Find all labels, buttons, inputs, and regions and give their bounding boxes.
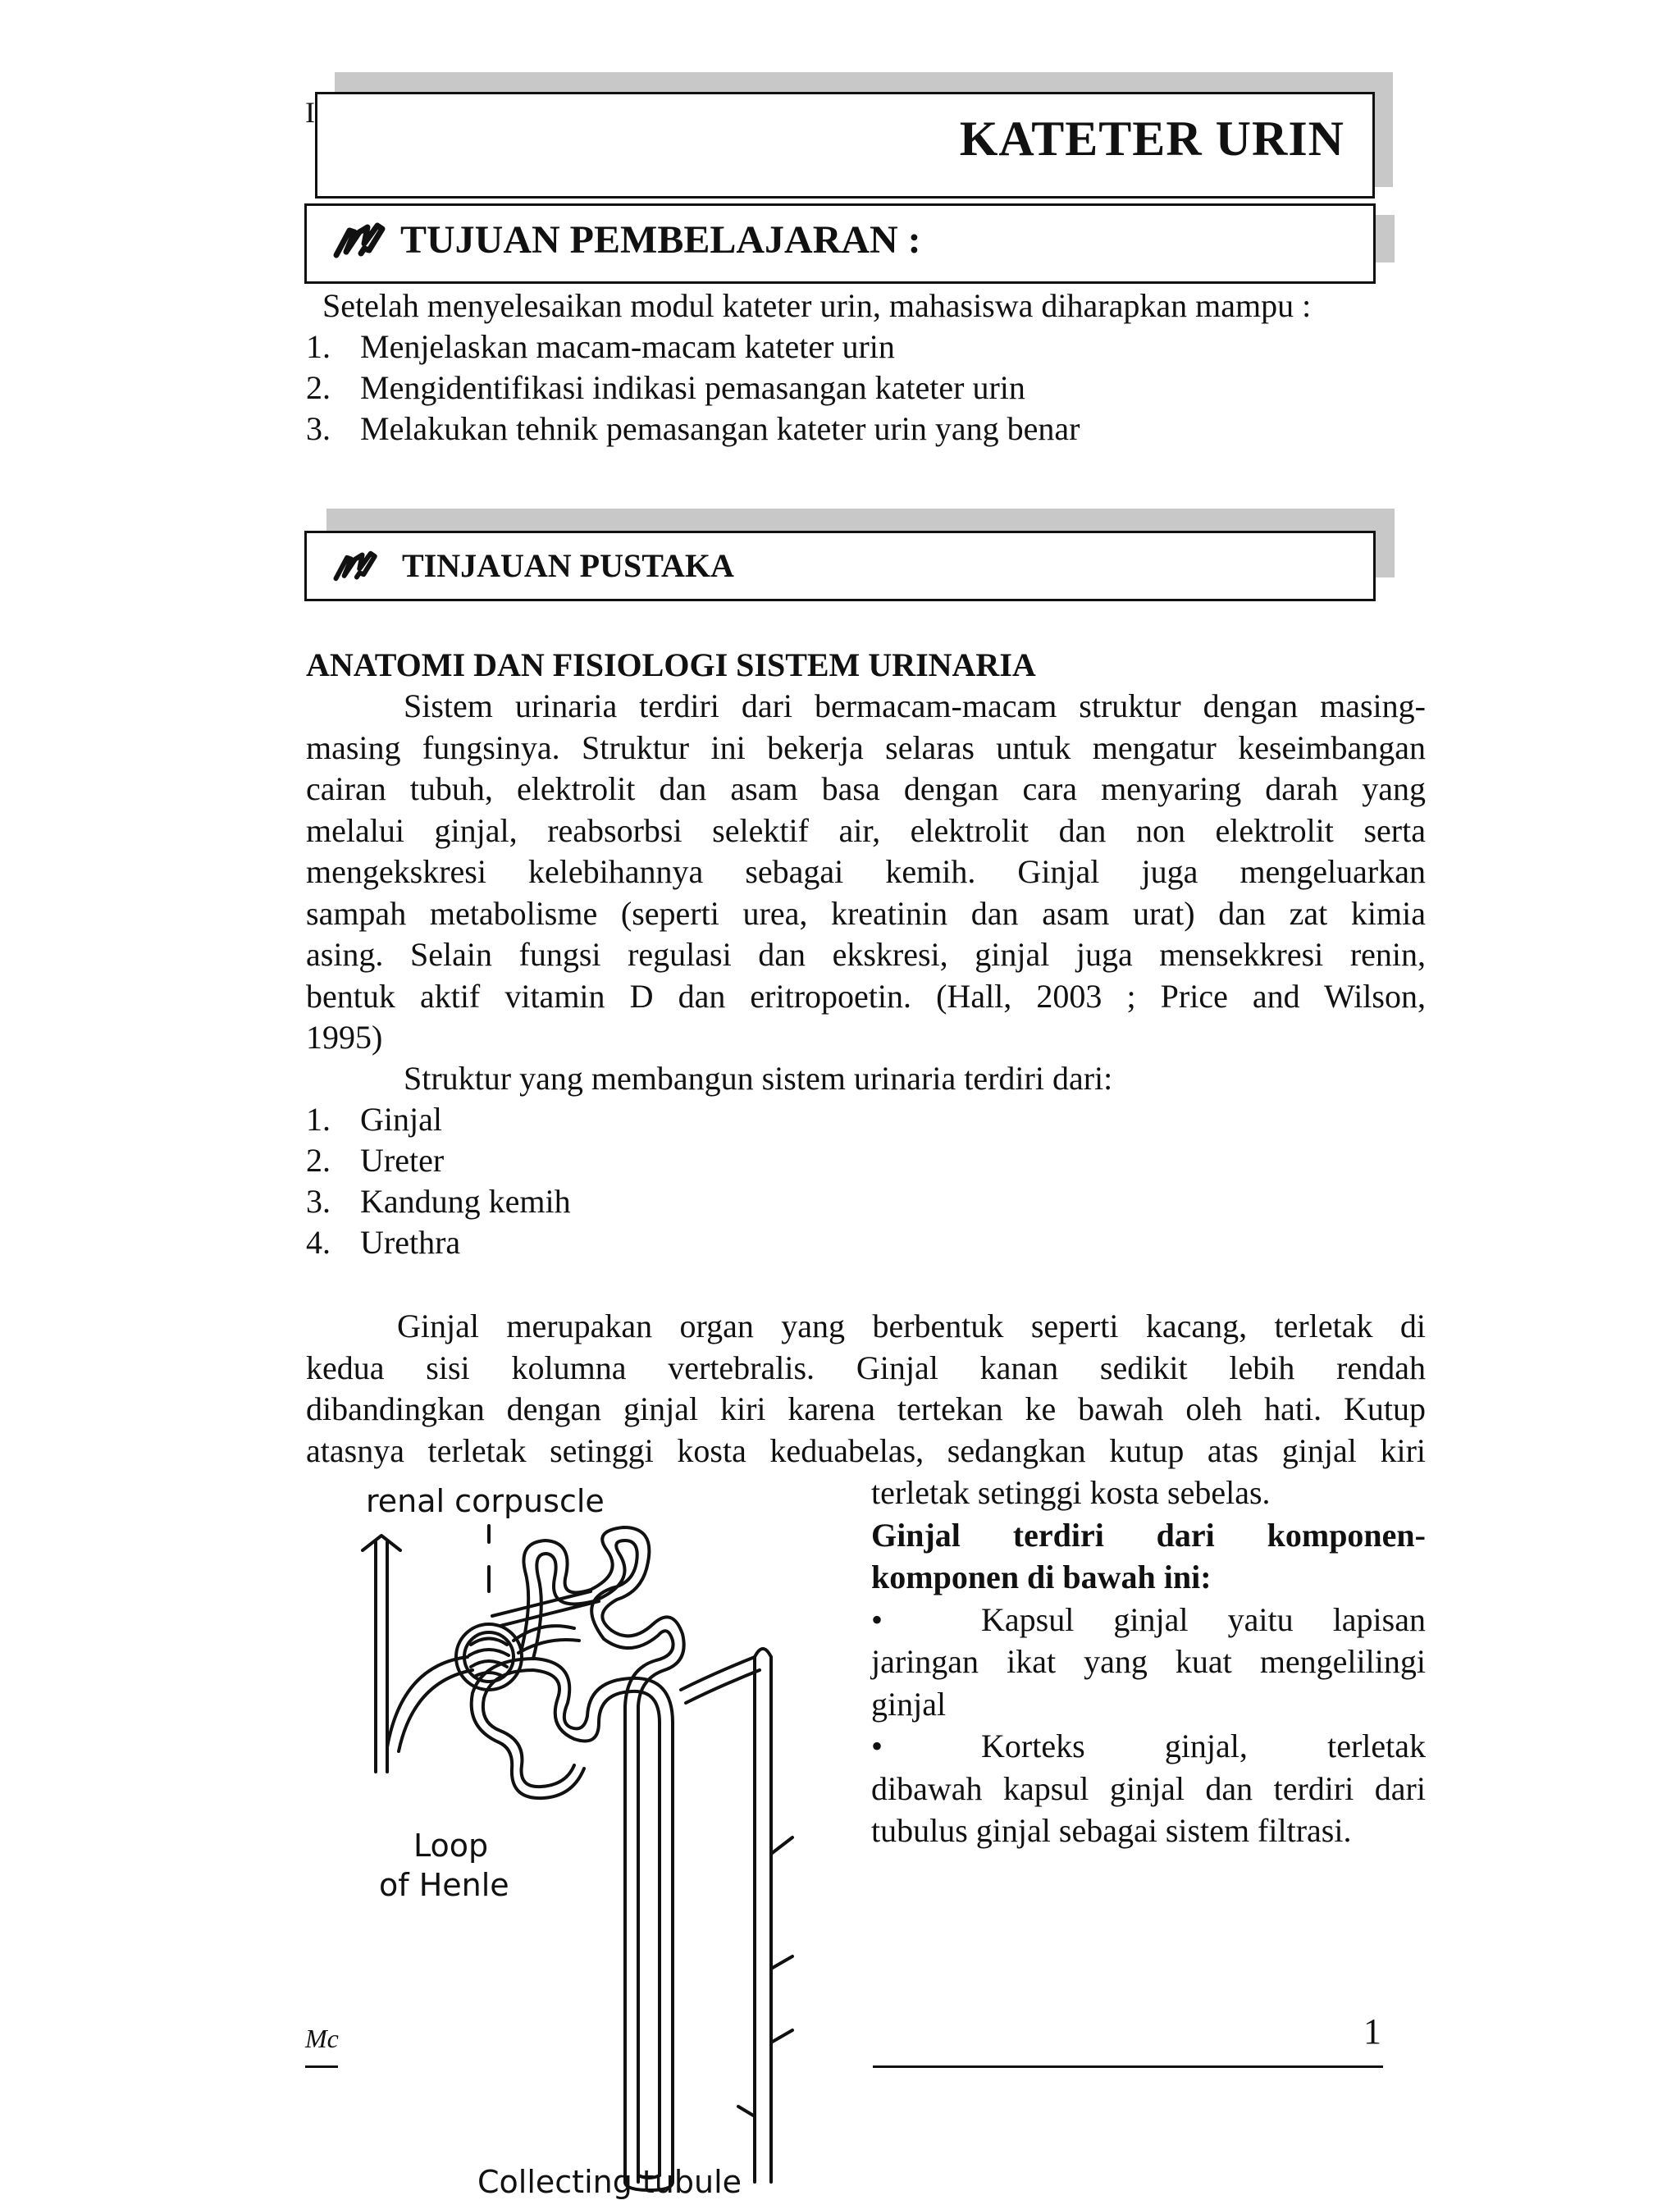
komponen-heading-line: komponen di bawah ini:	[871, 1559, 1212, 1595]
struktur-intro: Struktur yang membangun sistem urinaria terdiri dari:	[404, 1060, 1113, 1097]
para1-line: Sistem urinaria terdiri dari bermacam-macam struktur dengan masing-	[404, 687, 1426, 724]
para1-line: sampah metabolisme (seperti urea, kreatinin dan asam urat) dan zat kimia	[306, 894, 1426, 932]
para1-line: bentuk aktif vitamin D dan eritropoetin. (Hall, 2003 ; Price and Wilson,	[306, 977, 1426, 1015]
para2-line: kedua sisi kolumna vertebralis. Ginjal kanan sedikit lebih rendah	[306, 1349, 1426, 1386]
tujuan-item-3: 3. Melakukan tehnik pemasangan kateter urin yang benar	[306, 410, 1080, 447]
tinjauan-heading-row	[331, 546, 734, 585]
bullet-dot-icon: •	[871, 1600, 883, 1638]
struktur-item-2: 2. Ureter	[306, 1142, 445, 1179]
label-renal-corpuscle: renal corpuscle	[366, 1483, 605, 1519]
anatomi-heading: ANATOMI DAN FISIOLOGI SISTEM URINARIA	[306, 646, 1036, 683]
header-cut-char: I	[305, 96, 315, 129]
para1-line: cairan tubuh, elektrolit dan asam basa dengan cara menyaring darah yang	[306, 770, 1426, 807]
nephron-figure	[328, 1477, 870, 2199]
para2-line: dibandingkan dengan ginjal kiri karena tertekan ke bawah oleh hati. Kutup	[306, 1390, 1426, 1427]
pen-icon	[331, 548, 381, 584]
komponen-heading-line: Ginjal terdiri dari komponen-	[871, 1516, 1426, 1554]
bullet-dot-icon: •	[871, 1728, 883, 1764]
anatomi-paragraph-2	[306, 1306, 1426, 1472]
footer-rule	[873, 2065, 1383, 2068]
bullet-2-line: tubulus ginjal sebagai sistem filtrasi.	[871, 1812, 1352, 1849]
tujuan-heading-row	[331, 217, 921, 262]
footer-left-text: Mc	[305, 2024, 339, 2053]
para1-line: melalui ginjal, reabsorbsi selektif air, elektrolit dan non elektrolit serta	[306, 811, 1426, 849]
footer-rule-left	[305, 2065, 338, 2068]
struktur-item-3: 3. Kandung kemih	[306, 1183, 571, 1220]
para1-line: 1995)	[306, 1019, 383, 1056]
para1-line: asing. Selain fungsi regulasi dan ekskresi, ginjal juga mensekkresi renin,	[306, 936, 1426, 973]
tujuan-heading: TUJUAN PEMBELAJARAN :	[400, 218, 921, 262]
label-loop: Loop	[413, 1828, 489, 1864]
bullet-1-line: ginjal	[871, 1685, 947, 1723]
para1-line: mengekskresi kelebihannya sebagai kemih. Ginjal juga mengeluarkan	[306, 853, 1426, 890]
bullet-1-line: jaringan ikat yang kuat mengelilingi	[871, 1643, 1426, 1680]
para2-line: Ginjal merupakan organ yang berbentuk seperti kacang, terletak di	[397, 1308, 1426, 1344]
tujuan-intro: Setelah menyelesaikan modul kateter urin, mahasiswa diharapkan mampu :	[322, 287, 1312, 324]
title-box	[315, 92, 1375, 199]
tujuan-item-1: 1. Menjelaskan macam-macam kateter urin	[306, 328, 895, 365]
page-title: KATETER URIN	[959, 112, 1344, 166]
tujuan-box	[304, 203, 1376, 284]
bullet-2-line: • Korteks ginjal, terletak	[871, 1725, 1426, 1768]
tinjauan-heading: TINJAUAN PUSTAKA	[402, 547, 734, 584]
tujuan-item-2: 2. Mengidentifikasi indikasi pemasangan kateter urin	[306, 369, 1025, 406]
bullet-1-line: • Kapsul ginjal yaitu lapisan	[871, 1599, 1426, 1641]
pen-icon	[331, 219, 389, 262]
struktur-item-4: 4. Urethra	[306, 1224, 461, 1261]
right-column	[871, 1472, 1426, 1852]
anatomi-paragraph-1	[306, 686, 1426, 1059]
label-of-henle: of Henle	[379, 1867, 509, 1903]
para1-line: masing fungsinya. Struktur ini bekerja selaras untuk mengatur keseimbangan	[306, 728, 1426, 766]
nephron-diagram	[328, 1477, 870, 2199]
page-number: 1	[1363, 2011, 1381, 2052]
bullet-2-line: dibawah kapsul ginjal dan terdiri dari	[871, 1769, 1426, 1807]
para2-line: atasnya terletak setinggi kosta keduabelas, sedangkan kutup atas ginjal kiri	[306, 1431, 1426, 1469]
label-collecting-tubule: Collecting tubule	[477, 2164, 742, 2200]
struktur-item-1: 1. Ginjal	[306, 1101, 442, 1138]
para2-last-line: terletak setinggi kosta sebelas.	[871, 1474, 1271, 1511]
tinjauan-box	[304, 531, 1376, 601]
